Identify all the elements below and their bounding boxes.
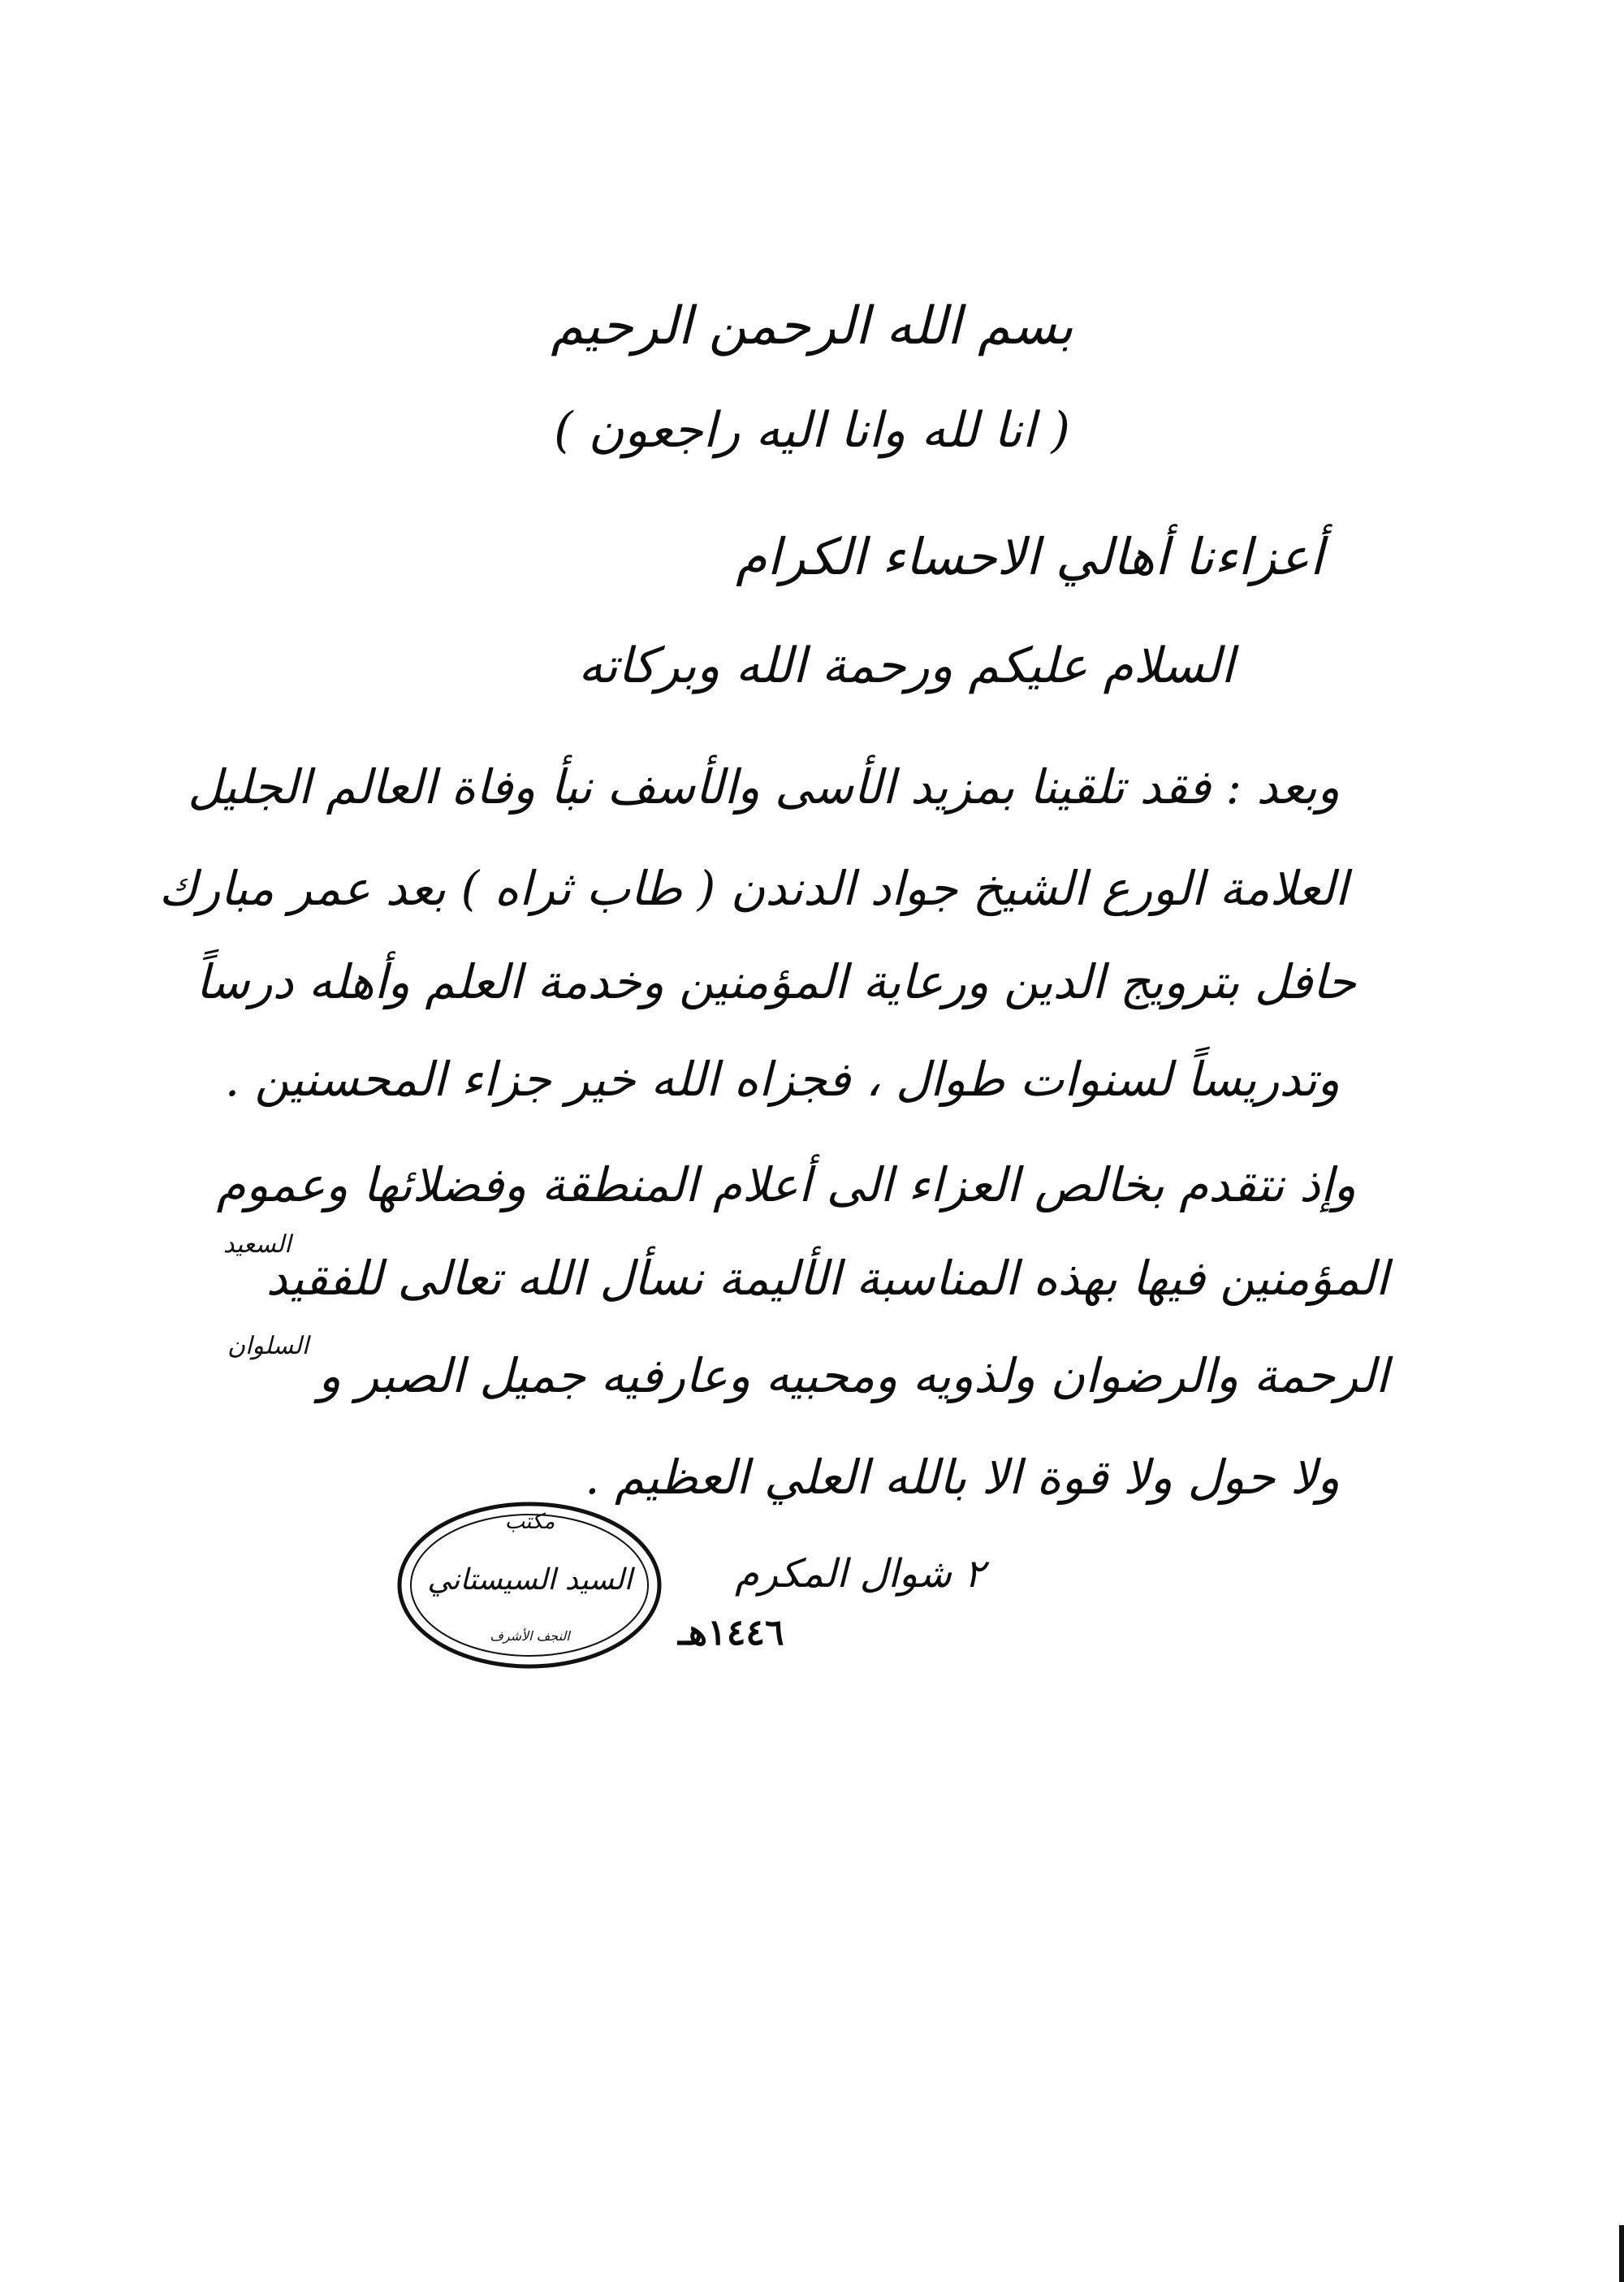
salutation: السلام عليكم ورحمة الله وبركاته bbox=[578, 637, 1234, 694]
body-line: وإذ نتقدم بخالص العزاء الى أعلام المنطقة وفضلائها وعموم bbox=[216, 1157, 1356, 1212]
office-stamp bbox=[394, 1498, 666, 1673]
stamp-name: السيد السيستاني bbox=[427, 1563, 633, 1597]
body-line: وتدريساً لسنوات طوال ، فجزاه الله خير جزاء المحسنين . bbox=[224, 1052, 1340, 1107]
body-line: المؤمنين فيها بهذه المناسبة الأليمة نسأل الله تعالى للفقيد bbox=[266, 1251, 1389, 1306]
stamp-office-label: مكتب bbox=[504, 1510, 555, 1534]
stamp-place: النجف الأشرف bbox=[490, 1628, 570, 1644]
margin-note: السعيد bbox=[223, 1230, 292, 1259]
body-line: ولا حول ولا قوة الا بالله العلي العظيم . bbox=[585, 1450, 1340, 1505]
addressee: أعزاءنا أهالي الاحساء الكرام bbox=[736, 527, 1324, 586]
scan-edge-mark bbox=[1619, 2225, 1624, 2282]
body-line: الرحمة والرضوان ولذويه ومحبيه وعارفيه جميل الصبر و bbox=[317, 1348, 1389, 1403]
body-line: وبعد : فقد تلقينا بمزيد الأسى والأسف نبأ وفاة العالم الجليل bbox=[188, 759, 1340, 815]
body-line: حافل بترويج الدين ورعاية المؤمنين وخدمة العلم وأهله درساً bbox=[196, 954, 1356, 1009]
hijri-year: ١٤٤٦هـ bbox=[678, 1612, 784, 1653]
istirja-verse: ( انا لله وانا اليه راجعون ) bbox=[554, 402, 1070, 459]
signoff-date: ٢ شوال المكرم bbox=[735, 1551, 985, 1597]
margin-note: السلوان bbox=[227, 1332, 309, 1360]
basmala: بسم الله الرحمن الرحيم bbox=[551, 296, 1073, 357]
body-line: العلامة الورع الشيخ جواد الدندن ( طاب ثراه ) بعد عمر مبارك bbox=[158, 861, 1348, 916]
